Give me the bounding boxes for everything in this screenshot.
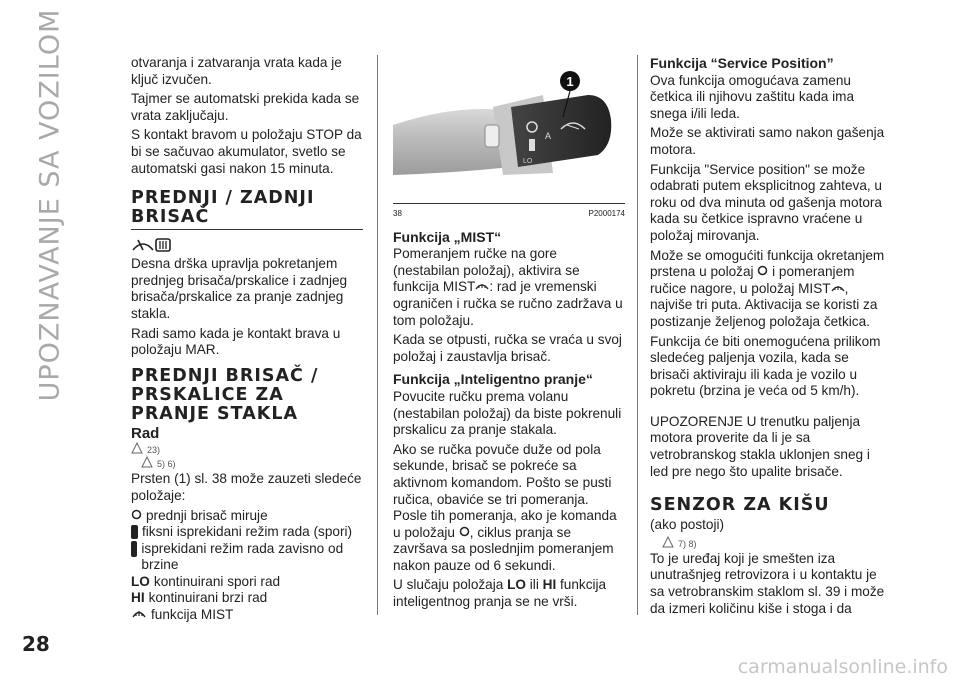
subheading-rad: Rad [131, 424, 160, 442]
note-number: 7) 8) [678, 538, 697, 549]
column-divider [637, 55, 638, 615]
warning-paragraph: UPOZORENJE U trenutku paljenja motora proverite da li je sa vetrobranskog stakla uklonjen sneg i led pre nego što upalite brisače. [650, 413, 870, 479]
position-code: LO [131, 573, 150, 589]
ring-off-icon [757, 264, 768, 279]
warning-icon [141, 456, 153, 473]
position-item [131, 607, 363, 624]
paragraph [650, 248, 885, 331]
chapter-side-title [20, 8, 80, 402]
note-ref [650, 537, 885, 551]
warning-icon [662, 536, 674, 553]
page-number: 28 [22, 632, 50, 656]
position-text: kontinuirani brzi rad [148, 590, 268, 606]
paragraph: Radi samo kada je kontakt brava u položaju MAR. [131, 325, 341, 358]
paragraph [393, 442, 625, 575]
text-run: : rad je vremenski ograničen i ručka se ručno zadržava u tom položaju. [393, 279, 623, 328]
column-3 [650, 55, 885, 620]
wiper-symbol-icon [131, 236, 363, 256]
svg-text:A: A [545, 131, 552, 141]
paragraph: Tajmer se automatski prekida kada se vrata zaključaju. [131, 91, 360, 123]
svg-text:LO: LO [523, 158, 533, 165]
position-text: prednji brisač miruje [146, 507, 268, 523]
watermark-url: carmanualsonline.info [737, 656, 948, 678]
heading-rule [131, 229, 363, 230]
position-text: funkcija MIST [151, 607, 234, 623]
mist-icon [831, 281, 845, 296]
position-text: fiksni isprekidani režim rada (spori) [142, 524, 353, 540]
text-run: , ciklus pranja se završava sa poslednjim pomeranjem nakon pauze od 6 sekundi. [393, 524, 614, 573]
column-divider [377, 55, 378, 615]
text-run: Ako se ručka povuče duže od pola sekunde, brisač se pokreće sa aktivnom komandom. Pošto se pusti ručica, obaviće se tri pomeranja. Posle tih pomeranja, ako je komanda u položaju [393, 441, 617, 540]
position-text: kontinuirani spori rad [153, 573, 281, 589]
column-2 [393, 55, 625, 614]
ring-off-icon [131, 508, 142, 525]
note-ref [131, 457, 363, 471]
text-run: LO [507, 577, 526, 593]
paragraph: Kada se otpusti, ručka se vraća u svoj položaj i zaustavlja brisač. [393, 332, 622, 364]
paragraph: Povucite ručku prema volanu (nestabilan položaj) da biste pokrenuli prskalicu za pranje stakala. [393, 388, 622, 438]
text-run: , najviše tri puta. Aktivacija se koristi za postizanje željenog položaja četkica. [650, 280, 878, 329]
interval-slow-icon [131, 525, 138, 539]
paragraph: Može se aktivirati samo nakon gašenja motora. [650, 125, 885, 157]
chapter-title-text: UPOZNAVANJE SA VOZILOM [34, 8, 66, 402]
text-run: Pomeranjem ručke na gore (nestabilan položaj), aktivira se funkcija MIST [393, 246, 580, 295]
note-number: 5) 6) [157, 459, 176, 470]
paragraph [393, 246, 625, 329]
section-heading-front-wiper: PREDNJI BRISAČ / PRSKALICE ZA PRANJE STAKLA [131, 365, 319, 424]
callout-number: 1 [566, 74, 574, 89]
subheading-service-position: Funkcija “Service Position” [650, 55, 834, 71]
subheading-intelligent-wash: Funkcija „Inteligentno pranje“ [393, 371, 593, 388]
position-item [131, 524, 363, 541]
position-text: isprekidani režim rada zavisno od brzine [141, 540, 344, 573]
paragraph: otvaranja i zatvaranja vrata kada je ključ izvučen. [131, 55, 342, 87]
text-run: Može se omogućiti funkcija okretanjem prstena u položaj [650, 247, 885, 280]
mist-icon [475, 279, 489, 294]
interval-speed-icon [131, 541, 137, 557]
mist-icon [131, 607, 147, 624]
paragraph: (ako postoji) [650, 517, 725, 533]
text-run: HI [542, 577, 557, 593]
column-1 [131, 55, 363, 624]
paragraph: To je uređaj koji je smešten iza unutrašnjeg retrovizora i u kontaktu je sa vetrobranskim staklom sl. 39 i može da izmeri količinu kiše i stoga i da [650, 550, 885, 616]
position-item [131, 574, 363, 591]
section-heading-rain-sensor: SENZOR ZA KIŠU [650, 495, 830, 516]
text-run: i pomeranjem ručice nagore, u položaj MIST [650, 264, 855, 296]
text-run: funkcija inteligentnog pranja se ne vrši. [393, 577, 607, 610]
ring-off-icon [459, 525, 470, 540]
text-run: ili [529, 577, 539, 593]
position-item [131, 541, 363, 574]
position-item [131, 590, 363, 607]
text-run: U slučaju položaja [393, 577, 504, 593]
figure-number: 38 [393, 209, 402, 218]
paragraph: Prsten (1) sl. 38 može zauzeti sledeće položaje: [131, 471, 362, 503]
paragraph: Funkcija će biti onemogućena prilikom sledećeg paljenja vozila, kada se brisači aktiviraju ili kada je vozilo u pokretu (brzina je veća od 5 km/h). [650, 333, 881, 399]
paragraph [393, 577, 625, 610]
subheading-mist: Funkcija „MIST“ [393, 228, 502, 245]
position-code: HI [131, 590, 145, 606]
note-number: 23) [147, 445, 161, 456]
section-heading-wipers: PREDNJI / ZADNJI BRISAČ [131, 188, 315, 228]
paragraph: Funkcija "Service position" se može odabrati putem eksplicitnog zahteva, u roku od dva minuta od gašenja motora kada su četkice ispravno vraćene u položaj mirovanja. [650, 161, 882, 243]
figure-caption [393, 203, 625, 223]
paragraph: Desna drška upravlja pokretanjem prednjeg brisača/prskalice i zadnjeg brisača/prskalice za pranje zadnjeg stakla. [131, 256, 348, 321]
figure-wiper-stalk [393, 55, 625, 203]
figure-code: P2000174 [588, 209, 625, 218]
wiper-stalk-illustration [393, 55, 625, 203]
position-item [131, 508, 363, 525]
paragraph: S kontakt bravom u položaju STOP da bi se sačuvao akumulator, svetlo se automatski gasi nakon 15 minuta. [131, 127, 362, 176]
paragraph: Ova funkcija omogućava zamenu četkica ili njihovu zaštitu kada ima snega i/ili leda. [650, 72, 854, 121]
